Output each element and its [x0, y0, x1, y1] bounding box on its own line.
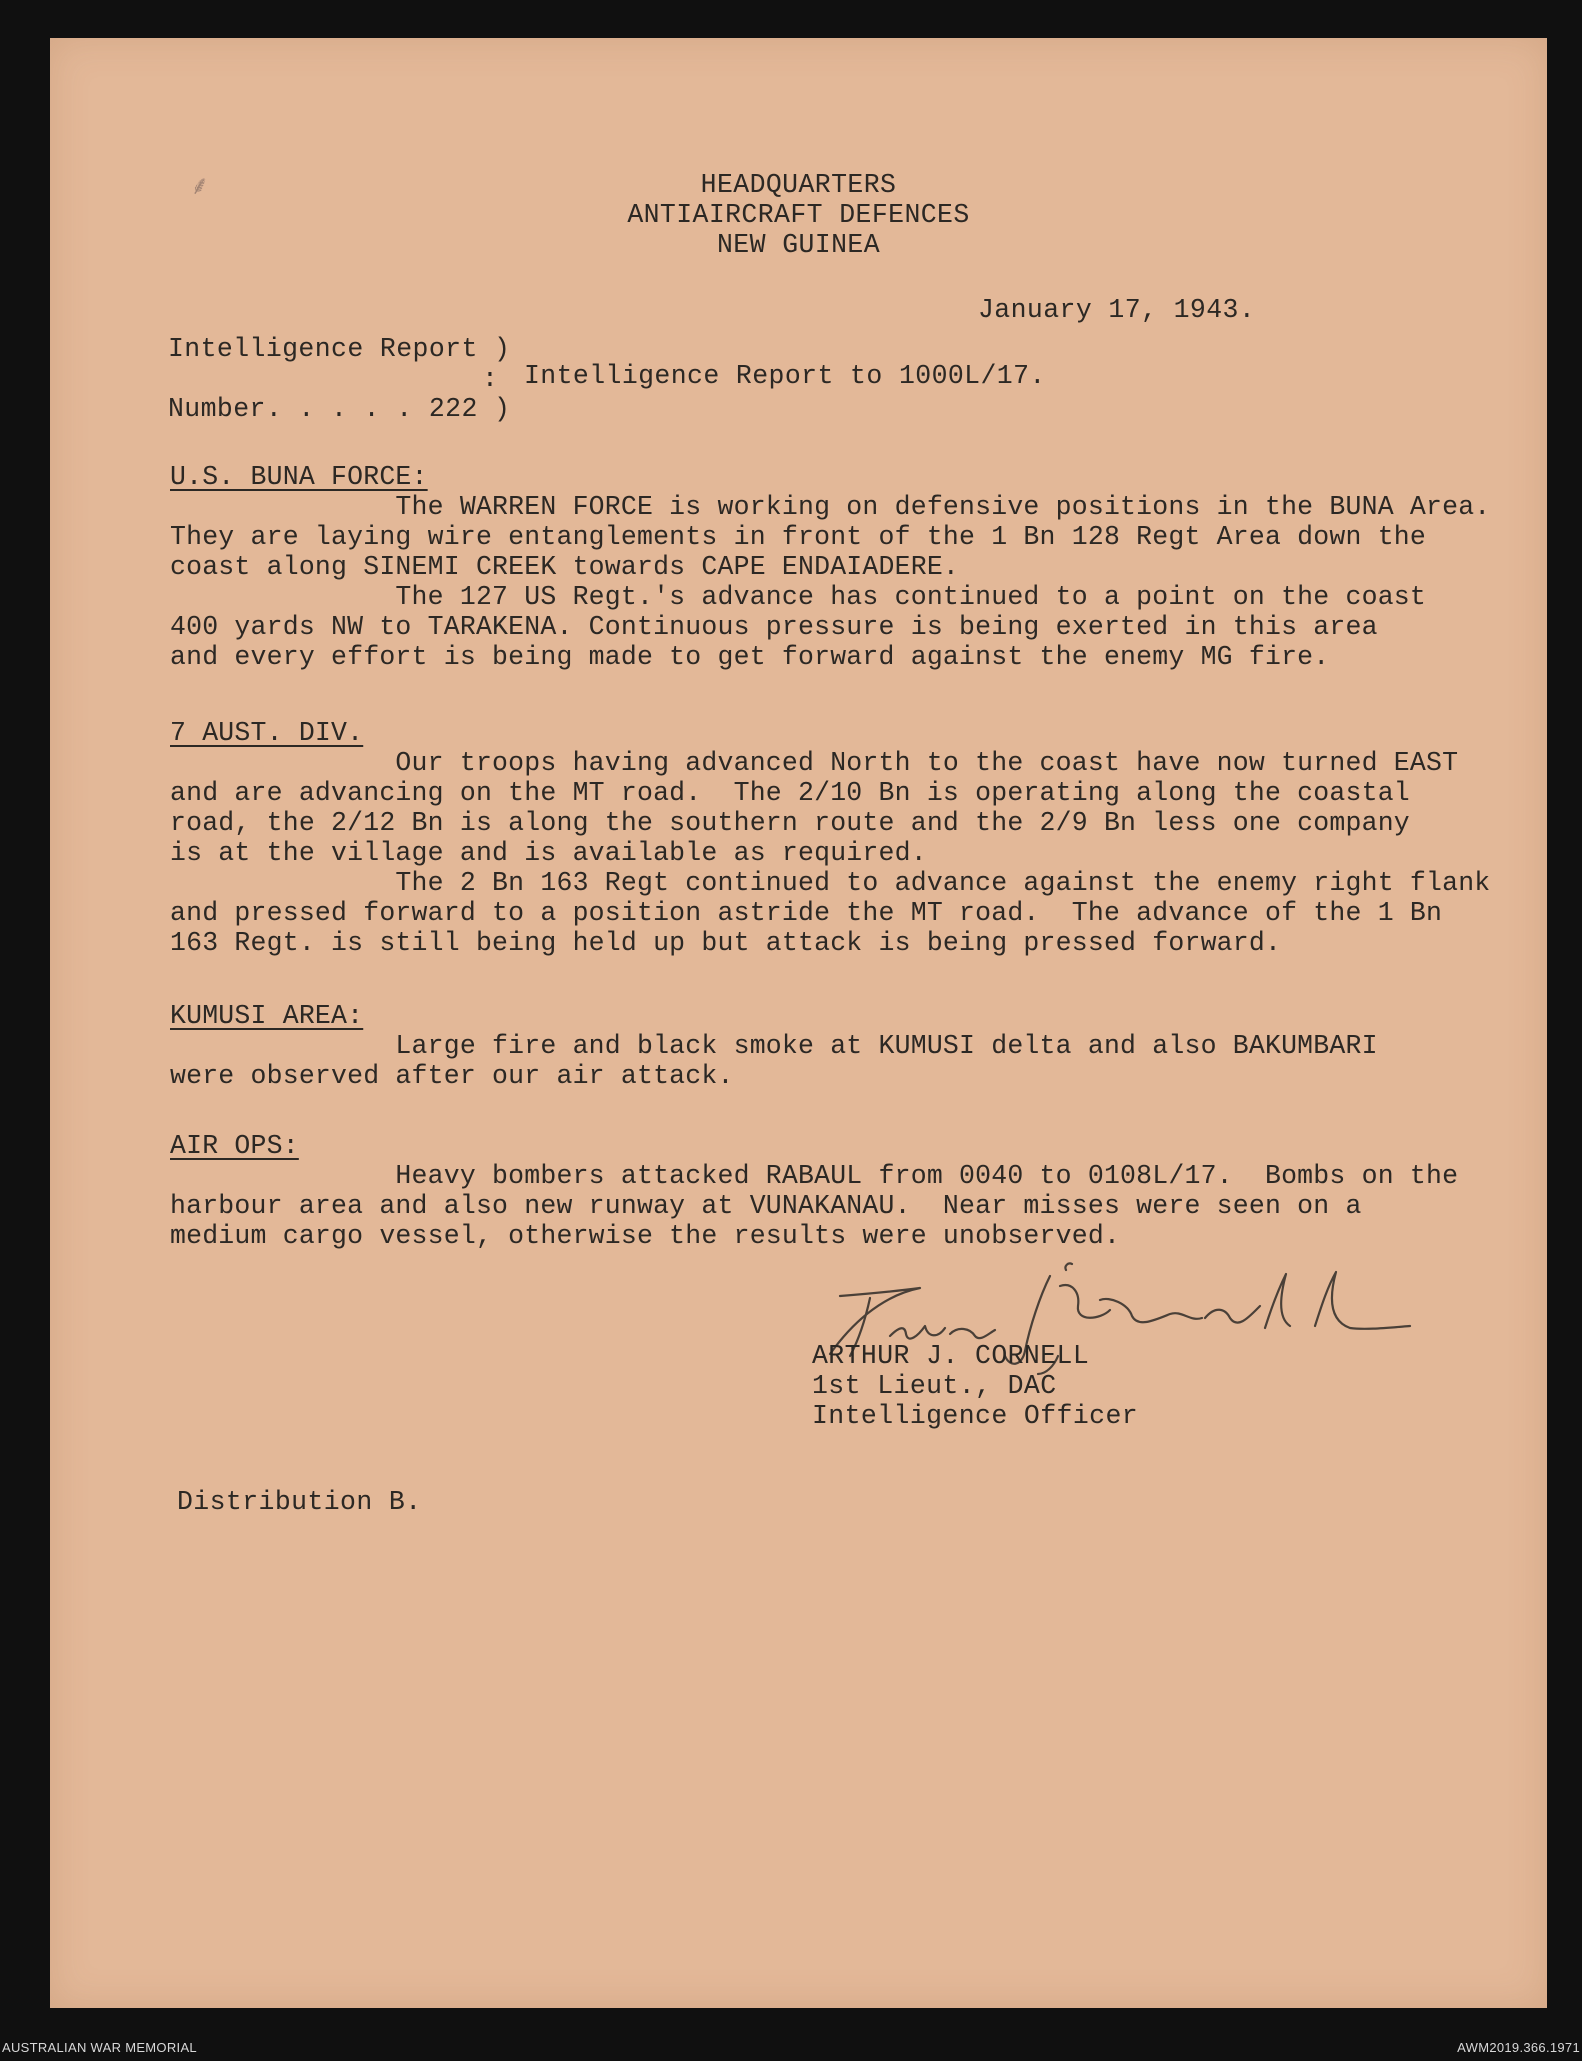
section-line: medium cargo vessel, otherwise the results were unobserved. [170, 1221, 1121, 1251]
document-page [50, 38, 1547, 2008]
distribution: Distribution B. [177, 1487, 422, 1517]
section-line: and are advancing on the MT road. The 2/10 Bn is operating along the coastal [170, 778, 1410, 808]
header-line-2: ANTIAIRCRAFT DEFENCES [627, 200, 970, 230]
section-line: The 127 US Regt.'s advance has continued to a point on the coast [170, 582, 1427, 612]
signature-rank: 1st Lieut., DAC [812, 1371, 1057, 1401]
footer-catalogue-number: AWM2019.366.1971 [1457, 2040, 1580, 2055]
signature-title: Intelligence Officer [812, 1401, 1139, 1431]
report-label: Intelligence Report ) [168, 334, 511, 364]
section-line: road, the 2/12 Bn is along the southern route and the 2/9 Bn less one company [170, 808, 1410, 838]
section-buna-force [170, 462, 1491, 672]
section-7-aust-div [170, 718, 1491, 958]
section-kumusi-area [170, 1001, 1470, 1091]
section-line: Heavy bombers attacked RABAUL from 0040 to 0108L/17. Bombs on the [170, 1161, 1459, 1191]
pencil-mark-icon: ⸙ [190, 172, 210, 202]
section-line: and pressed forward to a position astride the MT road. The advance of the 1 Bn [170, 898, 1443, 928]
section-line: and every effort is being made to get forward against the enemy MG fire. [170, 642, 1330, 672]
section-line: Our troops having advanced North to the coast have now turned EAST [170, 748, 1459, 778]
section-heading: U.S. BUNA FORCE: [170, 462, 428, 492]
report-date: January 17, 1943. [978, 295, 1256, 325]
report-subject: Intelligence Report to 1000L/17. [524, 361, 1046, 391]
section-heading: AIR OPS: [170, 1131, 299, 1161]
section-line: The WARREN FORCE is working on defensive positions in the BUNA Area. [170, 492, 1491, 522]
section-line: The 2 Bn 163 Regt continued to advance against the enemy right flank [170, 868, 1491, 898]
report-number: Number. . . . . 222 ) [168, 394, 511, 424]
section-air-ops [170, 1131, 1470, 1251]
section-line: Large fire and black smoke at KUMUSI delta and also BAKUMBARI [170, 1031, 1378, 1061]
header-line-1: HEADQUARTERS [700, 170, 897, 200]
footer-archive-label: AUSTRALIAN WAR MEMORIAL [2, 2040, 197, 2055]
signature-name: ARTHUR J. CORNELL [812, 1341, 1090, 1371]
section-line: harbour area and also new runway at VUNAKANAU. Near misses were seen on a [170, 1191, 1362, 1221]
section-line: coast along SINEMI CREEK towards CAPE ENDAIADERE. [170, 552, 960, 582]
section-heading: KUMUSI AREA: [170, 1001, 364, 1031]
header-line-3: NEW GUINEA [716, 230, 881, 260]
report-colon: : [482, 364, 499, 394]
section-line: is at the village and is available as required. [170, 838, 927, 868]
section-line: They are laying wire entanglements in front of the 1 Bn 128 Regt Area down the [170, 522, 1427, 552]
section-line: were observed after our air attack. [170, 1061, 734, 1091]
section-heading: 7 AUST. DIV. [170, 718, 364, 748]
section-line: 163 Regt. is still being held up but attack is being pressed forward. [170, 928, 1282, 958]
section-line: 400 yards NW to TARAKENA. Continuous pressure is being exerted in this area [170, 612, 1378, 642]
